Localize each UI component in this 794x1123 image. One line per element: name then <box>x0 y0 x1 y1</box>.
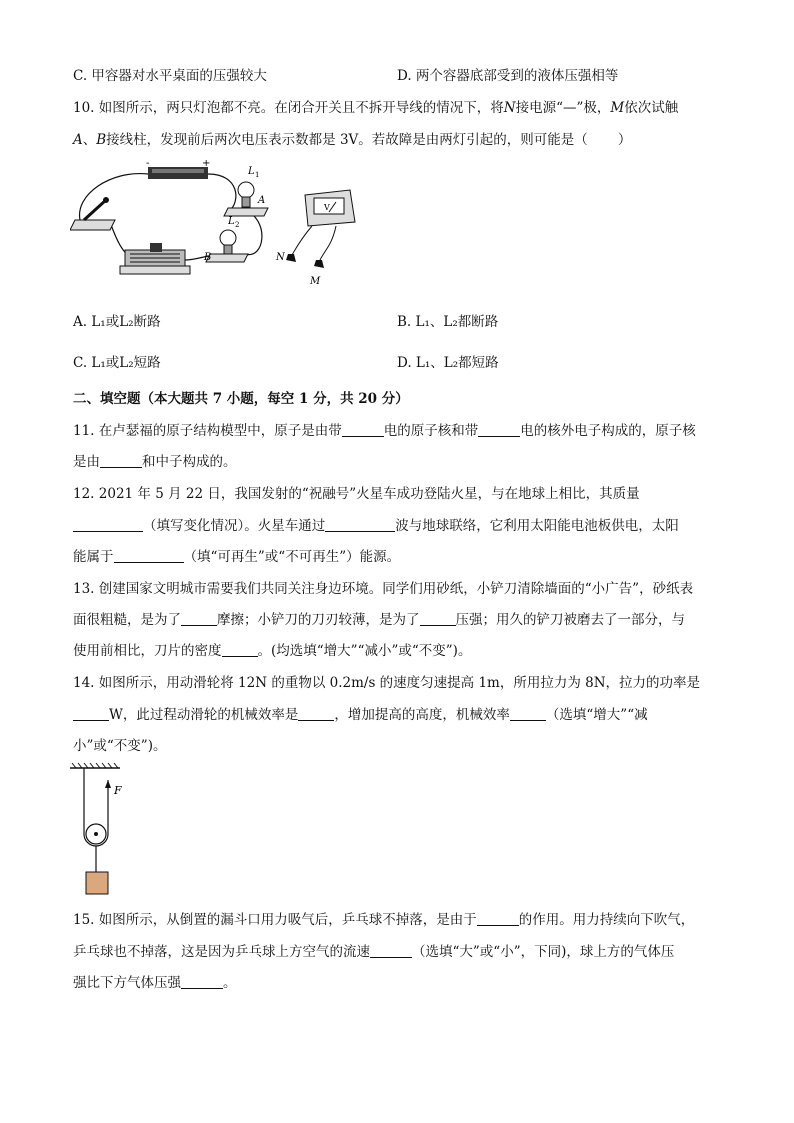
force-f-label: F <box>114 784 122 797</box>
q13-line1: 13. 创建国家文明城市需要我们共同关注身边环境。同学们用砂纸，小铲刀清除墙面的“小广告”，砂纸表 <box>73 581 694 597</box>
answer-blank[interactable] <box>510 706 546 721</box>
answer-blank[interactable] <box>114 548 184 563</box>
answer-blank[interactable] <box>222 642 258 657</box>
q14-line2 <box>73 705 648 725</box>
voltmeter-v-label: V <box>324 203 330 212</box>
answer-blank[interactable] <box>181 611 217 626</box>
q15-text: 15. 如图所示，从倒置的漏斗口用力吸气后，乒乓球不掉落，是由于 <box>73 912 477 928</box>
q10-stem-text: 、 <box>82 132 97 148</box>
answer-blank[interactable] <box>181 974 223 989</box>
q15-text: （选填“大”或“小”，下同)，球上方的气体压 <box>412 944 675 960</box>
q11-text: 电的原子核和带 <box>383 423 479 439</box>
q12-line2 <box>73 516 679 536</box>
q12-text: 波与地球联络，它利用太阳能电池板供电，太阳 <box>395 518 679 534</box>
q15-line3 <box>73 973 237 993</box>
l2-label: L <box>228 216 235 227</box>
answer-blank[interactable] <box>73 706 109 721</box>
answer-blank[interactable] <box>342 422 384 437</box>
q11-text: 电的核外电子构成的，原子核 <box>520 423 696 439</box>
terminal-a-label: A <box>258 195 266 206</box>
q14-pulley-figure <box>68 762 138 900</box>
q14-line1: 14. 如图所示，用动滑轮将 12N 的重物以 0.2m/s 的速度匀速提高 1m，所用拉力为 8N，拉力的功率是 <box>73 675 701 691</box>
answer-blank[interactable] <box>420 611 456 626</box>
q10-option-d: D. L₁、L₂都短路 <box>397 355 499 371</box>
q13-text: 面很粗糙，是为了 <box>73 612 181 628</box>
q14-text: （选填“增大”“减 <box>545 707 648 723</box>
q10-stem-text: 接电源“—”极， <box>515 100 611 116</box>
answer-blank[interactable] <box>477 911 519 926</box>
q15-text: 乒乓球也不掉落，这是因为乒乓球上方空气的流速 <box>73 944 370 960</box>
q12-text: （填写变化情况）。火星车通过 <box>143 518 326 534</box>
q10-circuit-figure <box>70 160 370 295</box>
q10-stem-a: A <box>73 132 83 148</box>
q13-line3 <box>73 641 471 661</box>
q10-stem-n: N <box>503 100 516 116</box>
probe-m-label: M <box>310 276 321 287</box>
answer-blank[interactable] <box>370 943 412 958</box>
q15-line2 <box>73 942 674 962</box>
rheostat-icon <box>120 243 190 274</box>
section-title: 二、填空题（本大题共 7 小题，每空 1 分，共 20 分） <box>73 391 409 407</box>
q15-line1 <box>73 910 694 930</box>
q14-line3: 小”或“不变”)。 <box>73 738 167 754</box>
switch-icon <box>70 197 115 230</box>
q10-stem-line2 <box>73 130 631 150</box>
q13-text: 。(均选填“增大”“减小”或“不变”)。 <box>257 643 472 659</box>
answer-blank[interactable] <box>100 453 142 468</box>
q10-stem-text: ） <box>617 132 632 148</box>
q11-line1 <box>73 421 696 441</box>
q11-line2 <box>73 452 237 472</box>
q12-line1: 12. 2021 年 5 月 22 日，我国发射的“祝融号”火星车成功登陆火星，与在地球上相比，其质量 <box>73 486 640 502</box>
q12-text: （填“可再生”或“不可再生”）能源。 <box>183 549 401 565</box>
force-arrow-icon <box>105 780 111 788</box>
probe-m-icon <box>314 260 324 268</box>
q10-stem-b: B <box>96 132 107 148</box>
q13-line2 <box>73 610 685 630</box>
terminal-b-label: B <box>204 252 212 263</box>
battery-minus-label: - <box>146 160 150 169</box>
answer-blank[interactable] <box>478 422 520 437</box>
q11-text: 和中子构成的。 <box>142 454 237 470</box>
q10-option-a: A. L₁或L₂断路 <box>73 314 161 330</box>
q11-text: 11. 在卢瑟福的原子结构模型中，原子是由带 <box>73 423 342 439</box>
l1-label-sub: 1 <box>255 171 260 179</box>
q10-stem-m: M <box>610 100 625 116</box>
q12-text: 能属于 <box>73 549 114 565</box>
q10-option-c: C. L₁或L₂短路 <box>73 355 161 371</box>
q11-text: 是由 <box>73 454 100 470</box>
voltmeter-icon <box>305 190 355 226</box>
q10-stem-line1 <box>73 98 678 118</box>
l2-label-sub: 2 <box>235 221 240 229</box>
q14-text: ，增加提高的高度，机械效率 <box>334 707 510 723</box>
weight-block-icon <box>86 872 108 894</box>
q10-stem-text: 接线柱，发现前后两次电压表示数都是 3V。若故障是由两灯引起的，则可能是（ <box>106 132 588 148</box>
probe-n-icon <box>286 254 296 262</box>
q9-option-c: C. 甲容器对水平桌面的压强较大 <box>73 68 267 84</box>
q15-text: 的作用。用力持续向下吹气， <box>518 912 695 928</box>
probe-n-label: N <box>276 252 285 263</box>
q15-text: 强比下方气体压强 <box>73 975 181 991</box>
answer-blank[interactable] <box>325 517 395 532</box>
q13-text: 使用前相比，刀片的密度 <box>73 643 222 659</box>
battery-plus-label: + <box>202 160 211 169</box>
bulb-l2-icon <box>206 230 248 262</box>
q10-stem-text: 10. 如图所示，两只灯泡都不亮。在闭合开关且不拆开导线的情况下，将 <box>73 100 504 116</box>
q10-option-b: B. L₁、L₂都断路 <box>397 314 499 330</box>
answer-blank[interactable] <box>73 517 143 532</box>
q12-line3 <box>73 547 400 567</box>
q13-text: 摩擦；小铲刀的刀刃较薄，是为了 <box>217 612 420 628</box>
q13-text: 压强；用久的铲刀被磨去了一部分，与 <box>455 612 685 628</box>
q15-text: 。 <box>223 975 237 991</box>
q10-stem-text: 依次试触 <box>624 100 679 116</box>
q14-text: W，此过程动滑轮的机械效率是 <box>109 707 299 723</box>
q9-option-d: D. 两个容器底部受到的液体压强相等 <box>397 68 619 84</box>
answer-blank[interactable] <box>298 706 334 721</box>
l1-label: L <box>248 166 255 177</box>
